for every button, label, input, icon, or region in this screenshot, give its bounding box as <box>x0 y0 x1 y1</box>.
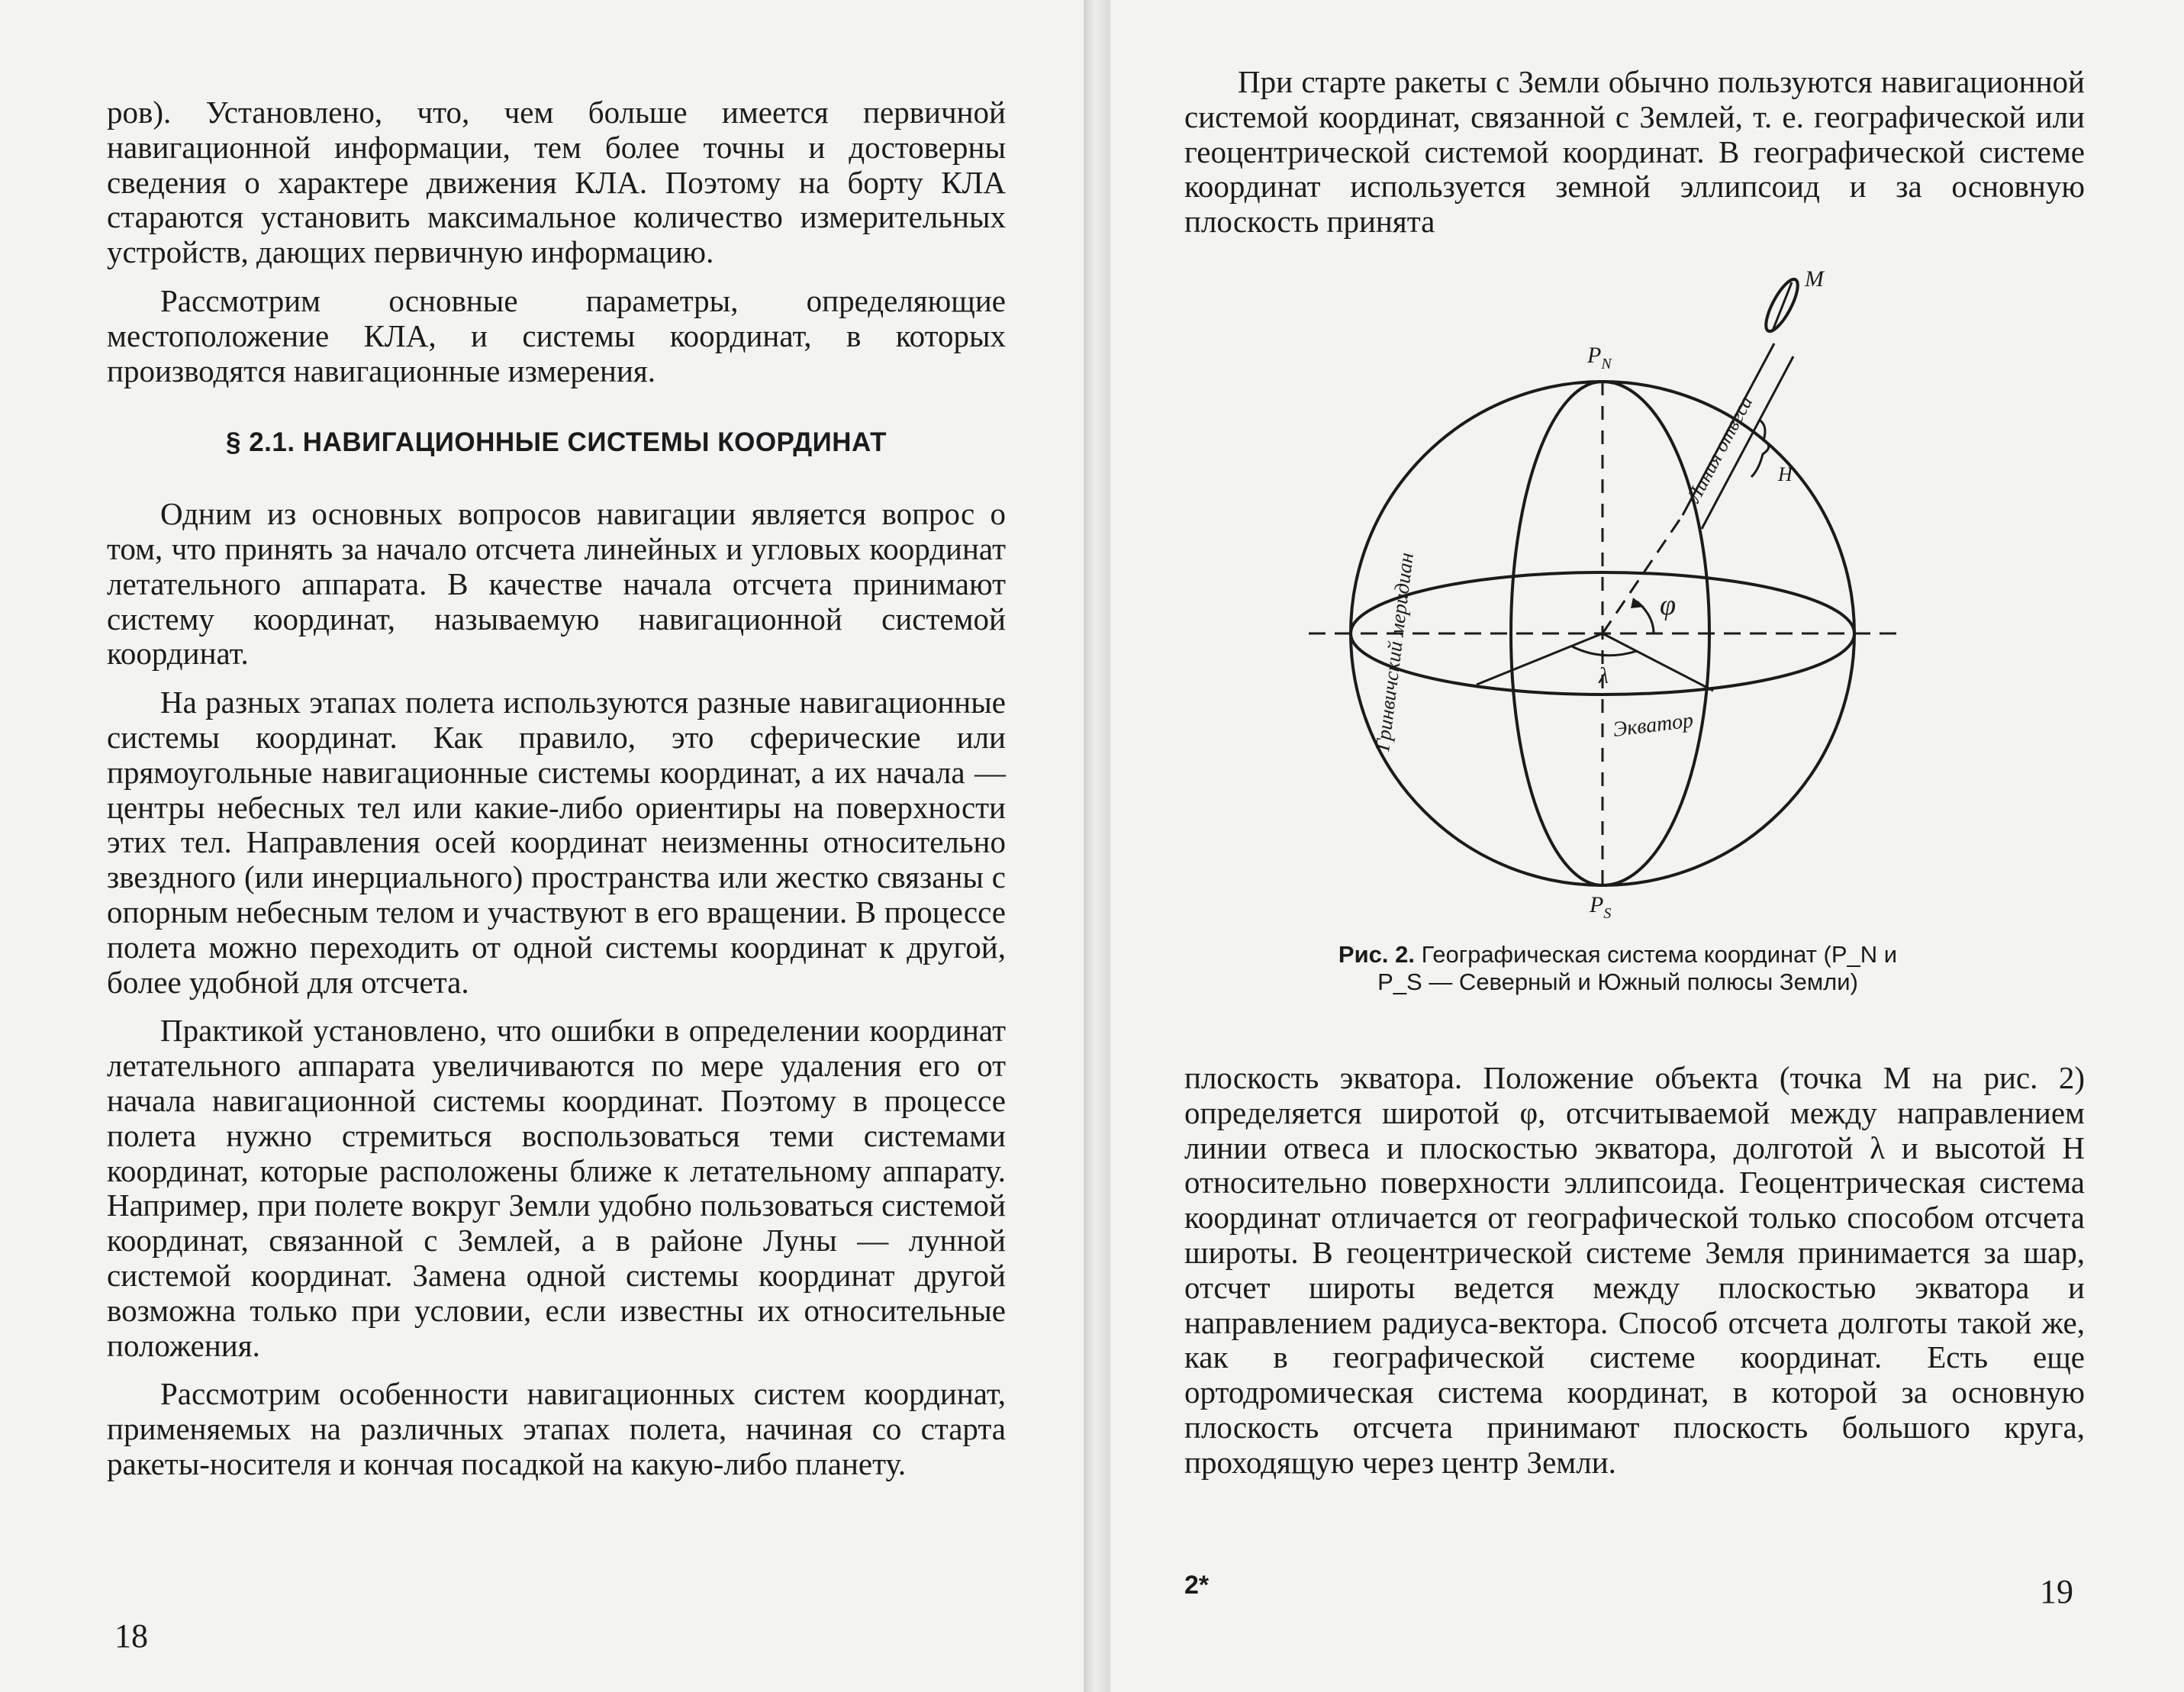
paragraph: Рассмотрим основные параметры, определяющие местоположение КЛА, и системы координат, в которых производятся навигационные измерения. <box>107 282 1006 388</box>
paragraph: плоскость экватора. Положение объекта (точка М на рис. 2) определяется широтой φ, отсчитываемой между направлением линии отвеса и плоскостью экватора, долготой λ и высотой Н относительно поверхности эллипсоида. Геоцентрическая система координат отличается от географической только способом отсчета широты. В геоцентрической системе Земля принимается за шар, отсчет широты ведется между плоскостью экватора и направлением радиуса-вектора. Способ отсчета долготы такой же, как в географической системе координат. Есть еще ортодромическая система координат, в которой за основную плоскость отсчета принимают плоскость большого круга, проходящую через центр Земли. <box>1184 1060 2085 1480</box>
right-page-bottom-text <box>1184 1061 2085 1494</box>
greenwich-meridian-label: Гринвичский меридиан <box>1371 551 1418 753</box>
south-pole-label: $P_S$ <box>1590 892 1612 922</box>
left-page <box>0 0 1084 1692</box>
left-page-text <box>107 95 1006 1496</box>
paragraph: На разных этапах полета используются разные навигационные системы координат. Как правило, это сферические или прямоугольные навигационные системы координат, а их начала — центры небесных тел или какие-либо ориентиры на поверхности этих тел. Направления осей координат неизменны относительно звездного (или инерциального) пространства или жестко связаны с опорным небесным телом и участвуют в его вращении. В процессе полета можно переходить от одной системы координат к другой, более удобной для отсчета. <box>107 685 1006 1000</box>
figure-caption-label: Рис. 2. <box>1338 941 1415 968</box>
latitude-arrow <box>1631 598 1644 608</box>
figure-caption <box>1328 941 1908 996</box>
north-pole-label: $P_N$ <box>1587 343 1612 372</box>
paragraph: ров). Установлено, что, чем больше имеется первичной навигационной информации, тем более точны и достоверны сведения о характере движения КЛА. Поэтому на борту КЛА стараются установить максимальное количество измерительных устройств, дающих первичную информацию. <box>107 95 1006 270</box>
longitude-radius-1 <box>1477 633 1603 685</box>
longitude-label: λ <box>1599 663 1609 688</box>
point-m-label: М <box>1805 266 1824 292</box>
paragraph: При старте ракеты с Земли обычно пользуются навигационной системой координат, связанной с Землей, т. е. географической или геоцентрической системой координат. В географической системе координат используется земной эллипсоид и за основную плоскость принята <box>1184 64 2085 240</box>
figure-caption-text: Географическая система координат (P_N и P_S — Северный и Южный полюсы Земли) <box>1377 941 1898 995</box>
signature-mark: 2* <box>1184 1571 1210 1600</box>
height-label: H <box>1778 463 1793 485</box>
right-page <box>1110 0 2184 1692</box>
longitude-arc <box>1572 646 1637 656</box>
latitude-label: φ <box>1660 589 1677 621</box>
plumb-line-label: Линия отвеса <box>1682 392 1757 506</box>
book-gutter <box>1084 0 1110 1692</box>
right-page-top-text <box>1184 65 2085 253</box>
section-heading: § 2.1. НАВИГАЦИОННЫЕ СИСТЕМЫ КООРДИНАТ <box>226 427 887 458</box>
page-number: 19 <box>2040 1573 2073 1610</box>
paragraph: Практикой установлено, что ошибки в определении координат летательного аппарата увеличиваются по мере удаления его от начала навигационной системы координат. Поэтому в процессе полета нужно стремиться воспользоваться теми системами координат, которые расположены ближе к летательному аппарату. Например, при полете вокруг Земли удобно пользоваться системой координат, связанной с Землей, а в районе Луны — лунной системой координат. Замена одной системы координат другой возможна только при условии, если известны их относительные положения. <box>107 1013 1006 1363</box>
longitude-radius-2 <box>1603 633 1713 691</box>
paragraph: Рассмотрим особенности навигационных систем координат, применяемых на различных этапах полета, начиная со старта ракеты-носителя и кончая посадкой на какую-либо планету. <box>107 1376 1006 1481</box>
page-number: 18 <box>114 1617 148 1655</box>
paragraph: Одним из основных вопросов навигации является вопрос о том, что принять за начало отсчета линейных и угловых координат летательного аппарата. В качестве начала отсчета принимают систему координат, называемую навигационной системой координат. <box>107 496 1006 672</box>
figure-geographic-coordinates <box>1301 263 1927 935</box>
equator-label: Экватор <box>1612 708 1695 742</box>
